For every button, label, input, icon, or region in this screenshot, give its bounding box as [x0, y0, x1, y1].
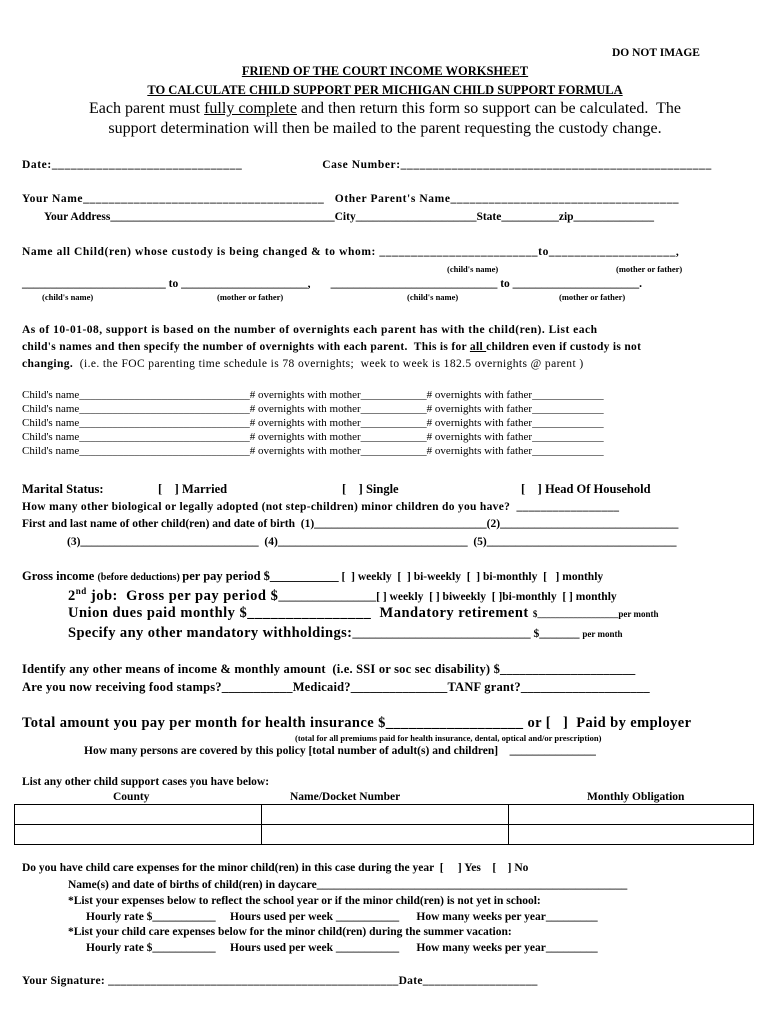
overnight-2c: children even if custody is not: [486, 341, 642, 353]
childs-name-label-1: (child's name): [447, 264, 499, 274]
persons-covered-row[interactable]: How many persons are covered by this policy [total number of adult(s) and children] _______________: [84, 745, 596, 757]
overnight-instructions-1: As of 10-01-08, support is based on the number of overnights each parent has with the child(ren). List each: [22, 324, 598, 336]
union-a: Union dues paid monthly $________________ Mandatory retirement: [68, 605, 533, 621]
summer-instruction: *List your child care expenses below for the minor child(ren) during the summer vacation:: [68, 926, 512, 938]
specify-c: _______: [539, 628, 583, 640]
gross-c: per pay period $___________: [182, 569, 339, 583]
specify-a: Specify any other mandatory withholdings:: [68, 625, 353, 641]
specify-b: _______________________________ $: [352, 628, 540, 640]
signature-row[interactable]: Your Signature: ________________________________________________Date___________________: [22, 975, 538, 987]
children-custody-row[interactable]: Name all Child(ren) whose custody is being changed & to whom: _________________________to____________________,: [22, 246, 680, 258]
child-overnights-row[interactable]: Child's name_______________________________# overnights with mother____________# overnights with father_____________: [22, 389, 604, 401]
children-custody-row-2[interactable]: _________________________ to ______________________, _____________________________ to ______________________.: [22, 278, 643, 290]
overnight-instructions-2: [22, 342, 641, 354]
other-withholdings-row[interactable]: [68, 626, 623, 641]
daycare-names-row[interactable]: Name(s) and date of births of child(ren) in daycare______________________________________________________: [68, 879, 628, 891]
union-c: per month: [618, 609, 659, 619]
school-year-instruction: *List your expenses below to reflect the school year or if the minor child(ren) is not yet in school:: [68, 895, 541, 907]
childs-name-label-2: (child's name): [42, 292, 94, 302]
overnight-3b: (i.e. the FOC parenting time schedule is 78 overnights; week to week is 182.5 overnights @ parent ): [73, 358, 584, 370]
other-income-row[interactable]: Identify any other means of income & monthly amount (i.e. SSI or soc sec disability) $_____________________: [22, 662, 636, 676]
mother-father-label-1: (mother or father): [616, 264, 683, 274]
intro-a: Each parent must: [89, 100, 205, 117]
do-not-image-stamp: DO NOT IMAGE: [612, 47, 700, 59]
food-stamps-row[interactable]: Are you now receiving food stamps?___________Medicaid?_______________TANF grant?____________________: [22, 680, 650, 694]
overnight-2a: child's names and then specify the number of overnights with each parent. This is for: [22, 341, 470, 353]
other-cases-label: List any other child support cases you have below:: [22, 776, 270, 788]
specify-d: per month: [582, 629, 623, 639]
single-checkbox[interactable]: [ ] Single: [342, 482, 399, 496]
summer-rate-row[interactable]: Hourly rate $___________ Hours used per week ___________ How many weeks per year_________: [86, 942, 598, 954]
other-children-question[interactable]: How many other biological or legally adopted (not step-children) minor children do you have? _________________: [22, 501, 620, 513]
second-job-row[interactable]: [68, 587, 617, 603]
mother-father-label-2: (mother or father): [217, 292, 284, 302]
second-job-sup: nd: [75, 586, 87, 596]
gross-income-row[interactable]: [22, 570, 603, 584]
monthly-obligation-cell[interactable]: [509, 825, 754, 845]
intro-emphasis: fully complete: [204, 100, 297, 117]
name-row[interactable]: Your Name______________________________________ Other Parent's Name____________________________________: [22, 193, 680, 205]
other-children-names-1[interactable]: First and last name of other child(ren) and date of birth (1)______________________________(2)_______________________________: [22, 518, 679, 530]
health-insurance-note: (total for all premiums paid for health insurance, dental, optical and/or prescription): [295, 733, 602, 743]
other-cases-table: [14, 804, 754, 845]
table-row: [15, 805, 754, 825]
docket-header: Name/Docket Number: [290, 791, 401, 803]
overnight-3a: changing.: [22, 358, 74, 370]
docket-cell[interactable]: [262, 825, 509, 845]
date-case-number-row[interactable]: Date:______________________________ Case Number:_________________________________________________: [22, 159, 712, 171]
monthly-obligation-cell[interactable]: [509, 805, 754, 825]
child-overnights-row[interactable]: Child's name_______________________________# overnights with mother____________# overnights with father_____________: [22, 417, 604, 429]
gross-d: [ ] weekly [ ] bi-weekly [ ] bi-monthly [ ] monthly: [338, 571, 604, 583]
other-children-names-2[interactable]: (3)_______________________________ (4)_________________________________ (5)_________________________________: [67, 536, 677, 548]
county-cell[interactable]: [15, 825, 262, 845]
union-b: $__________________: [532, 609, 619, 619]
head-of-household-checkbox[interactable]: [ ] Head Of Household: [521, 482, 651, 496]
intro-line-1: [0, 101, 770, 117]
intro-c: and then return this form so support can be calculated. The: [296, 100, 681, 117]
mother-father-label-3: (mother or father): [559, 292, 626, 302]
second-job-c: _________________[ ] weekly [ ] biweekly [ ]bi-monthly [ ] monthly: [278, 590, 617, 603]
table-row: [15, 825, 754, 845]
married-checkbox[interactable]: [ ] Married: [158, 482, 228, 496]
address-row[interactable]: Your Address_______________________________________City_____________________State__________zip______________: [44, 211, 655, 223]
monthly-obligation-header: Monthly Obligation: [587, 791, 685, 803]
gross-a: Gross income: [22, 569, 98, 583]
health-insurance-row[interactable]: Total amount you pay per month for health insurance $__________________ or [ ] Paid by employer: [22, 715, 692, 731]
child-overnights-row[interactable]: Child's name_______________________________# overnights with mother____________# overnights with father_____________: [22, 445, 604, 457]
second-job-a: 2: [68, 587, 76, 604]
school-year-rate-row[interactable]: Hourly rate $___________ Hours used per week ___________ How many weeks per year_________: [86, 911, 598, 923]
form-title: [0, 65, 770, 78]
form-subtitle: [0, 84, 770, 97]
childcare-question[interactable]: Do you have child care expenses for the minor child(ren) in this case during the year [ ] Yes [ ] No: [22, 862, 529, 874]
county-cell[interactable]: [15, 805, 262, 825]
marital-status-label: Marital Status:: [22, 482, 104, 496]
gross-b: (before deductions): [97, 572, 183, 583]
docket-cell[interactable]: [262, 805, 509, 825]
childs-name-label-3: (child's name): [407, 292, 459, 302]
county-header: County: [113, 791, 150, 803]
form-subtitle-text: TO CALCULATE CHILD SUPPORT PER MICHIGAN CHILD SUPPORT FORMULA: [147, 83, 623, 97]
child-overnights-row[interactable]: Child's name_______________________________# overnights with mother____________# overnights with father_____________: [22, 403, 604, 415]
overnight-instructions-3: [22, 359, 584, 371]
second-job-b: job: Gross per pay period $: [86, 587, 279, 604]
child-overnights-row[interactable]: Child's name_______________________________# overnights with mother____________# overnights with father_____________: [22, 431, 604, 443]
union-dues-row[interactable]: [68, 606, 658, 621]
overnight-2b: all: [469, 341, 487, 353]
form-title-text: FRIEND OF THE COURT INCOME WORKSHEET: [241, 64, 529, 78]
intro-line-2: support determination will then be mailed to the parent requesting the custody change.: [108, 120, 662, 137]
